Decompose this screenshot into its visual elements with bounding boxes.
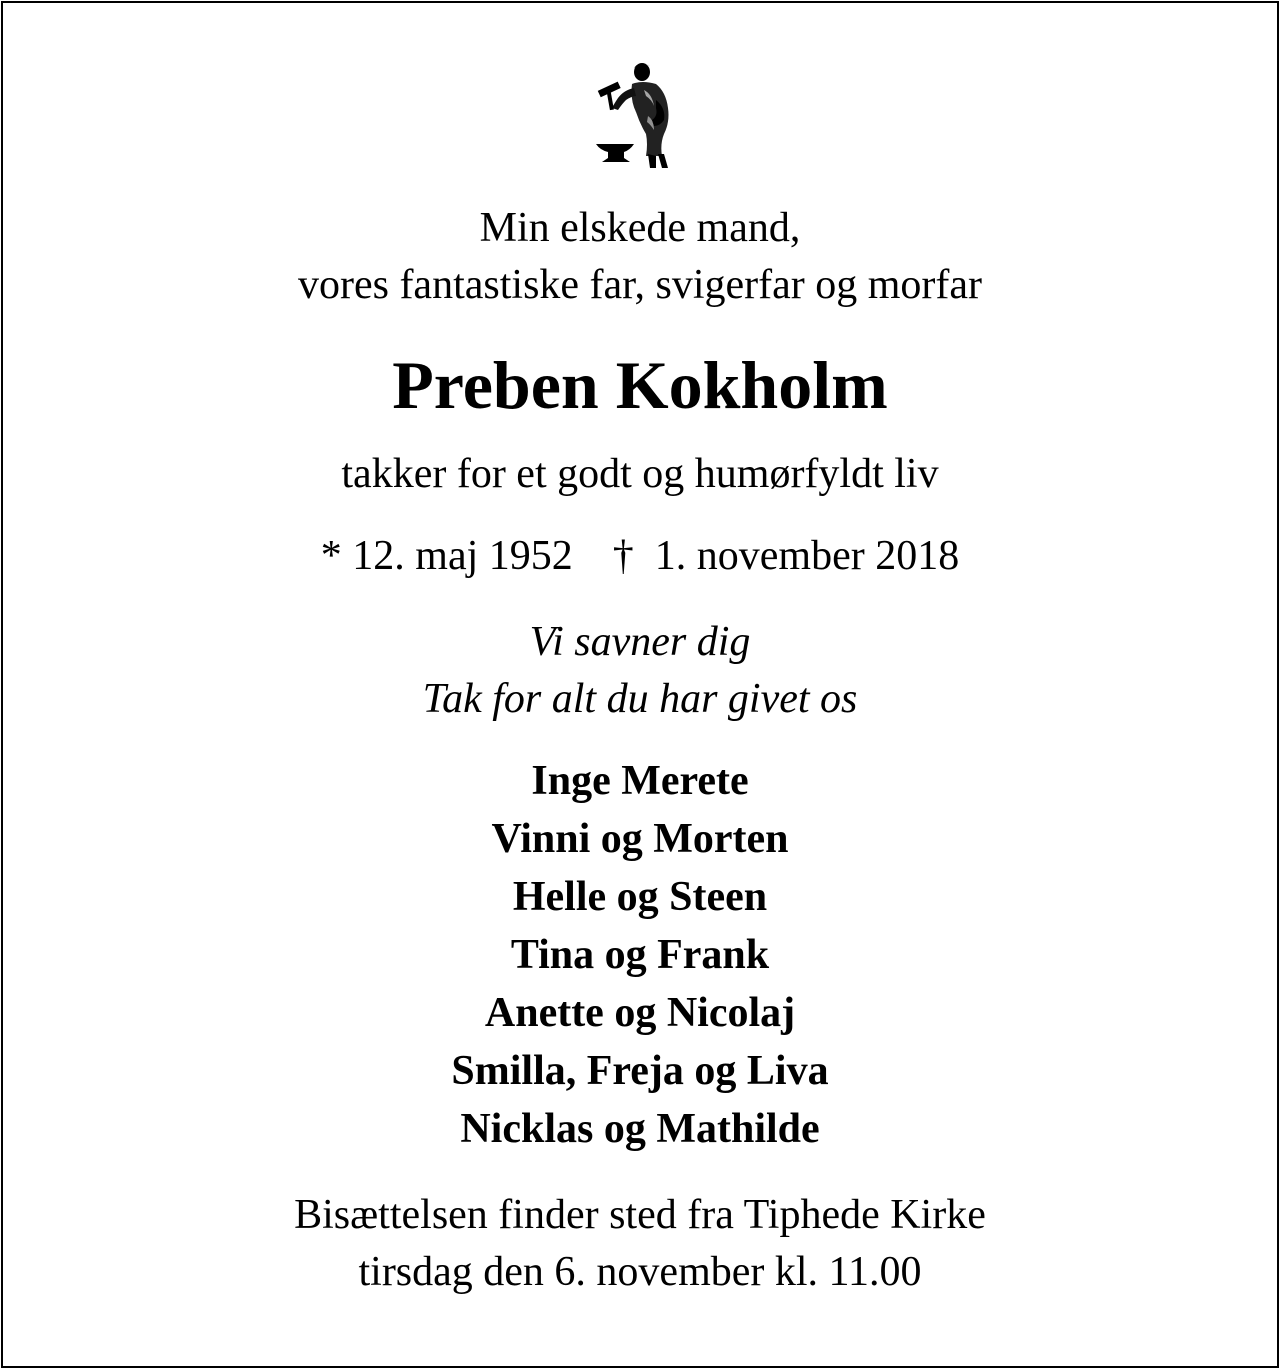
service-info bbox=[0, 1187, 1280, 1301]
verse bbox=[0, 614, 1280, 728]
verse-line-2: Tak for alt du har givet os bbox=[422, 676, 858, 722]
blacksmith-icon bbox=[590, 60, 690, 170]
family-member: Helle og Steen bbox=[512, 874, 768, 920]
death-date: 1. november 2018 bbox=[654, 533, 960, 579]
intro-line-2: vores fantastiske far, svigerfar og morfar bbox=[297, 262, 983, 308]
life-dates bbox=[0, 528, 1280, 584]
family-member: Tina og Frank bbox=[510, 932, 770, 978]
intro-text bbox=[0, 200, 1280, 314]
family-member: Anette og Nicolaj bbox=[484, 990, 796, 1036]
death-symbol: † bbox=[612, 533, 634, 579]
birth-symbol: * bbox=[320, 533, 342, 579]
birth-date: 12. maj 1952 bbox=[352, 533, 573, 579]
family-member: Smilla, Freja og Liva bbox=[451, 1048, 829, 1094]
intro-line-1: Min elskede mand, bbox=[479, 205, 801, 251]
service-line-2: tirsdag den 6. november kl. 11.00 bbox=[358, 1249, 922, 1295]
service-line-1: Bisættelsen finder sted fra Tiphede Kirke bbox=[294, 1192, 986, 1238]
family-member: Inge Merete bbox=[531, 758, 749, 804]
family-member: Vinni og Morten bbox=[491, 816, 789, 862]
family-member: Nicklas og Mathilde bbox=[460, 1106, 820, 1152]
family-list bbox=[0, 752, 1280, 1158]
tagline: takker for et godt og humørfyldt liv bbox=[341, 451, 939, 497]
verse-line-1: Vi savner dig bbox=[529, 619, 751, 665]
deceased-name: Preben Kokholm bbox=[392, 347, 888, 423]
